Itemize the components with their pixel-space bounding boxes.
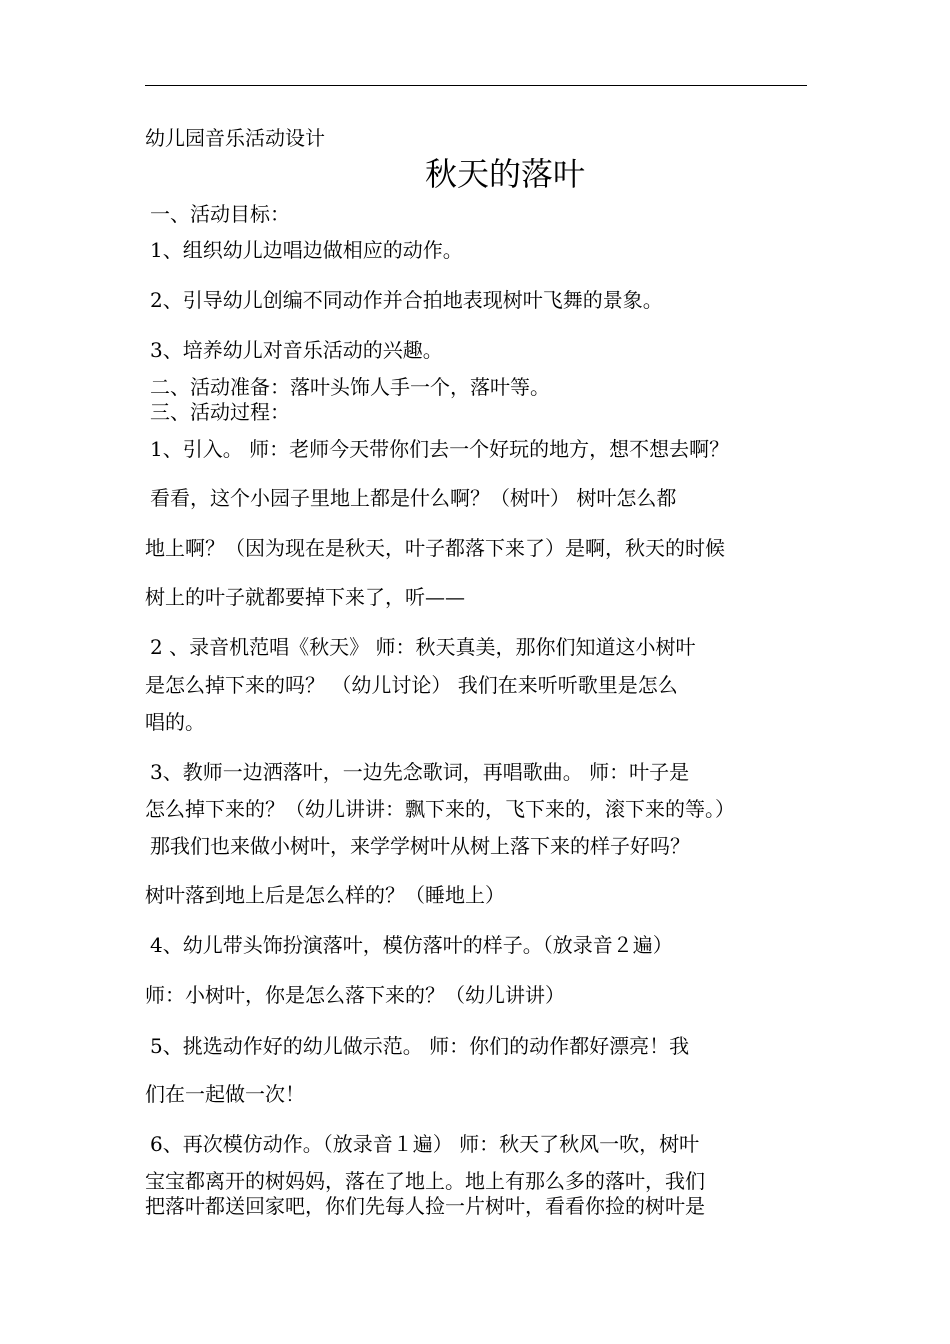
paragraph-line: 树上的叶子就都要掉下来了，听—— bbox=[145, 585, 465, 609]
paragraph-line: 2、引导幼儿创编不同动作并合拍地表现树叶飞舞的景象。 bbox=[150, 288, 663, 312]
paragraph-line: 师：小树叶，你是怎么落下来的？（幼儿讲讲） bbox=[145, 983, 565, 1007]
paragraph-line: 把落叶都送回家吧，你们先每人捡一片树叶，看看你捡的树叶是 bbox=[145, 1194, 705, 1218]
paragraph-line: 地上啊？（因为现在是秋天，叶子都落下来了）是啊，秋天的时候 bbox=[145, 536, 725, 560]
paragraph-line: 5、挑选动作好的幼儿做示范。 师：你们的动作都好漂亮！我 bbox=[150, 1034, 690, 1058]
header-rule bbox=[145, 85, 807, 86]
document-subtitle: 幼儿园音乐活动设计 bbox=[145, 126, 325, 150]
paragraph-line: 是怎么掉下来的吗？ （幼儿讨论） 我们在来听听歌里是怎么 bbox=[145, 673, 678, 697]
paragraph-line: 那我们也来做小树叶，来学学树叶从树上落下来的样子好吗？ bbox=[150, 834, 690, 858]
paragraph-line: 看看，这个小园子里地上都是什么啊？（树叶） 树叶怎么都 bbox=[150, 486, 677, 510]
paragraph-line: 6、再次模仿动作。（放录音１遍） 师：秋天了秋风一吹，树叶 bbox=[150, 1132, 700, 1156]
paragraph-line: 3、教师一边洒落叶，一边先念歌词，再唱歌曲。 师：叶子是 bbox=[150, 760, 690, 784]
paragraph-line: 1、组织幼儿边唱边做相应的动作。 bbox=[150, 238, 463, 262]
paragraph-line: 树叶落到地上后是怎么样的？（睡地上） bbox=[145, 883, 505, 907]
paragraph-line: 唱的。 bbox=[145, 710, 205, 734]
section-heading-preparation: 二、活动准备：落叶头饰人手一个，落叶等。 bbox=[150, 375, 550, 399]
paragraph-line: 3、培养幼儿对音乐活动的兴趣。 bbox=[150, 338, 443, 362]
paragraph-line: 1、引入。 师：老师今天带你们去一个好玩的地方，想不想去啊？ bbox=[150, 437, 730, 461]
paragraph-line: 怎么掉下来的？（幼儿讲讲：飘下来的，飞下来的，滚下来的等。） bbox=[145, 797, 735, 821]
paragraph-line: 4、幼儿带头饰扮演落叶，模仿落叶的样子。（放录音２遍） bbox=[150, 933, 673, 957]
paragraph-line: 们在一起做一次！ bbox=[145, 1082, 305, 1106]
section-heading-objectives: 一、活动目标： bbox=[150, 202, 290, 226]
section-heading-process: 三、活动过程： bbox=[150, 400, 290, 424]
paragraph-line: 2 、录音机范唱《秋天》 师：秋天真美，那你们知道这小树叶 bbox=[150, 635, 696, 659]
document-title: 秋天的落叶 bbox=[425, 155, 586, 193]
paragraph-line: 宝宝都离开的树妈妈，落在了地上。地上有那么多的落叶，我们 bbox=[145, 1169, 705, 1193]
